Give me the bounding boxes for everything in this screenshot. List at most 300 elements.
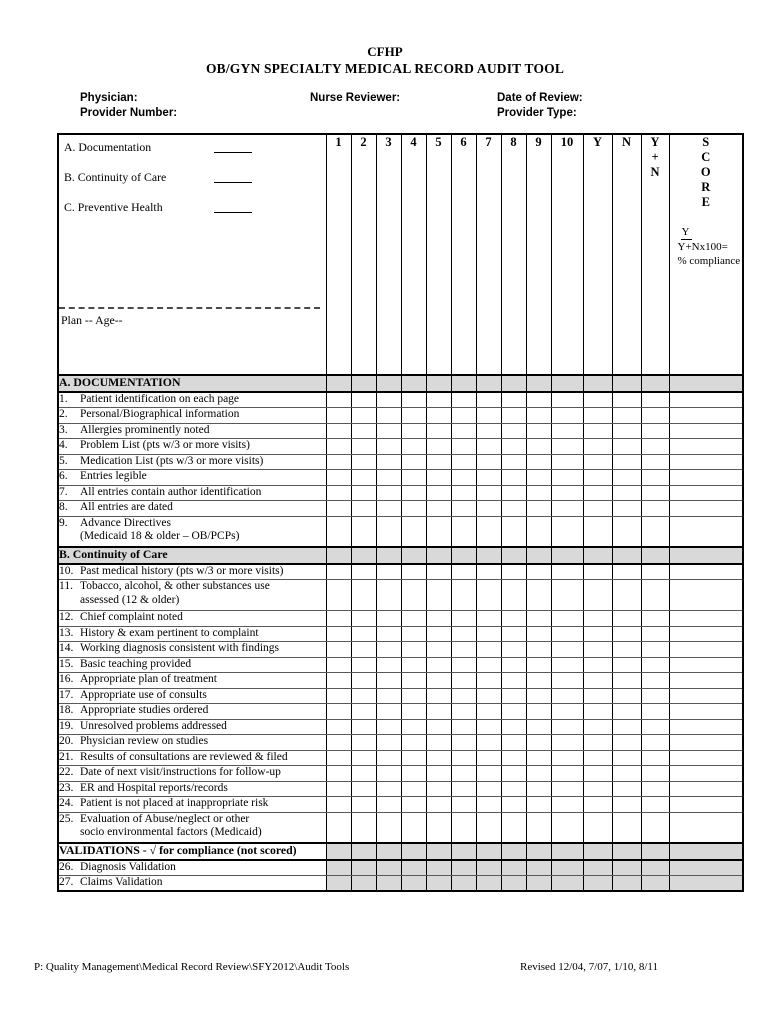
grid-cell[interactable]	[426, 860, 451, 876]
grid-cell[interactable]	[583, 781, 612, 797]
grid-cell[interactable]	[551, 564, 583, 580]
grid-cell[interactable]	[501, 735, 526, 751]
grid-cell[interactable]	[526, 408, 551, 424]
grid-cell[interactable]	[451, 454, 476, 470]
grid-cell[interactable]	[426, 485, 451, 501]
grid-cell[interactable]	[451, 812, 476, 843]
grid-cell[interactable]	[351, 470, 376, 486]
grid-cell[interactable]	[476, 485, 501, 501]
grid-cell[interactable]	[526, 657, 551, 673]
grid-cell[interactable]	[583, 642, 612, 658]
grid-cell[interactable]	[426, 657, 451, 673]
grid-cell[interactable]	[376, 673, 401, 689]
grid-cell[interactable]	[501, 876, 526, 892]
grid-cell[interactable]	[401, 485, 426, 501]
grid-cell[interactable]	[401, 564, 426, 580]
grid-cell[interactable]	[476, 735, 501, 751]
grid-cell[interactable]	[551, 860, 583, 876]
grid-cell[interactable]	[669, 642, 743, 658]
grid-cell[interactable]	[501, 516, 526, 547]
grid-cell[interactable]	[669, 781, 743, 797]
grid-cell[interactable]	[551, 657, 583, 673]
grid-cell[interactable]	[451, 876, 476, 892]
grid-cell[interactable]	[451, 580, 476, 611]
grid-cell[interactable]	[326, 611, 351, 627]
grid-cell[interactable]	[583, 580, 612, 611]
grid-cell[interactable]	[583, 470, 612, 486]
grid-cell[interactable]	[583, 673, 612, 689]
grid-cell[interactable]	[501, 439, 526, 455]
grid-cell[interactable]	[376, 454, 401, 470]
grid-cell[interactable]	[426, 439, 451, 455]
grid-cell[interactable]	[501, 611, 526, 627]
grid-cell[interactable]	[583, 766, 612, 782]
grid-cell[interactable]	[451, 797, 476, 813]
grid-cell[interactable]	[641, 876, 669, 892]
grid-cell[interactable]	[551, 470, 583, 486]
grid-cell[interactable]	[476, 470, 501, 486]
grid-cell[interactable]	[351, 408, 376, 424]
category-continuity-score-blank[interactable]	[214, 170, 252, 183]
grid-cell[interactable]	[526, 611, 551, 627]
grid-cell[interactable]	[451, 564, 476, 580]
grid-cell[interactable]	[401, 501, 426, 517]
grid-cell[interactable]	[669, 750, 743, 766]
grid-cell[interactable]	[501, 860, 526, 876]
grid-cell[interactable]	[669, 485, 743, 501]
grid-cell[interactable]	[426, 611, 451, 627]
grid-cell[interactable]	[501, 812, 526, 843]
grid-cell[interactable]	[376, 657, 401, 673]
grid-cell[interactable]	[351, 392, 376, 408]
grid-cell[interactable]	[526, 485, 551, 501]
grid-cell[interactable]	[351, 657, 376, 673]
grid-cell[interactable]	[476, 812, 501, 843]
grid-cell[interactable]	[551, 516, 583, 547]
grid-cell[interactable]	[583, 454, 612, 470]
grid-cell[interactable]	[376, 876, 401, 892]
grid-cell[interactable]	[641, 812, 669, 843]
grid-cell[interactable]	[551, 392, 583, 408]
grid-cell[interactable]	[583, 423, 612, 439]
grid-cell[interactable]	[451, 719, 476, 735]
grid-cell[interactable]	[376, 516, 401, 547]
grid-cell[interactable]	[351, 781, 376, 797]
grid-cell[interactable]	[451, 485, 476, 501]
grid-cell[interactable]	[401, 470, 426, 486]
grid-cell[interactable]	[551, 719, 583, 735]
grid-cell[interactable]	[426, 642, 451, 658]
grid-cell[interactable]	[551, 750, 583, 766]
grid-cell[interactable]	[476, 439, 501, 455]
grid-cell[interactable]	[351, 501, 376, 517]
grid-cell[interactable]	[451, 611, 476, 627]
grid-cell[interactable]	[526, 688, 551, 704]
grid-cell[interactable]	[351, 516, 376, 547]
grid-cell[interactable]	[351, 750, 376, 766]
grid-cell[interactable]	[501, 470, 526, 486]
grid-cell[interactable]	[641, 688, 669, 704]
grid-cell[interactable]	[326, 735, 351, 751]
grid-cell[interactable]	[476, 408, 501, 424]
grid-cell[interactable]	[351, 812, 376, 843]
grid-cell[interactable]	[351, 673, 376, 689]
grid-cell[interactable]	[326, 766, 351, 782]
grid-cell[interactable]	[451, 781, 476, 797]
grid-cell[interactable]	[401, 750, 426, 766]
grid-cell[interactable]	[551, 704, 583, 720]
grid-cell[interactable]	[326, 642, 351, 658]
grid-cell[interactable]	[326, 657, 351, 673]
grid-cell[interactable]	[401, 516, 426, 547]
grid-cell[interactable]	[501, 657, 526, 673]
grid-cell[interactable]	[451, 408, 476, 424]
grid-cell[interactable]	[351, 797, 376, 813]
grid-cell[interactable]	[551, 673, 583, 689]
grid-cell[interactable]	[526, 781, 551, 797]
grid-cell[interactable]	[641, 673, 669, 689]
grid-cell[interactable]	[401, 626, 426, 642]
grid-cell[interactable]	[669, 704, 743, 720]
grid-cell[interactable]	[641, 454, 669, 470]
grid-cell[interactable]	[526, 735, 551, 751]
grid-cell[interactable]	[612, 470, 641, 486]
grid-cell[interactable]	[612, 797, 641, 813]
grid-cell[interactable]	[501, 392, 526, 408]
grid-cell[interactable]	[526, 516, 551, 547]
grid-cell[interactable]	[426, 392, 451, 408]
grid-cell[interactable]	[641, 781, 669, 797]
grid-cell[interactable]	[326, 704, 351, 720]
grid-cell[interactable]	[401, 611, 426, 627]
grid-cell[interactable]	[551, 812, 583, 843]
grid-cell[interactable]	[376, 766, 401, 782]
grid-cell[interactable]	[612, 766, 641, 782]
grid-cell[interactable]	[669, 392, 743, 408]
grid-cell[interactable]	[583, 688, 612, 704]
grid-cell[interactable]	[401, 580, 426, 611]
grid-cell[interactable]	[401, 704, 426, 720]
grid-cell[interactable]	[641, 642, 669, 658]
grid-cell[interactable]	[551, 797, 583, 813]
grid-cell[interactable]	[669, 735, 743, 751]
grid-cell[interactable]	[401, 766, 426, 782]
grid-cell[interactable]	[376, 470, 401, 486]
grid-cell[interactable]	[551, 626, 583, 642]
grid-cell[interactable]	[583, 516, 612, 547]
grid-cell[interactable]	[351, 704, 376, 720]
grid-cell[interactable]	[401, 688, 426, 704]
grid-cell[interactable]	[351, 439, 376, 455]
grid-cell[interactable]	[326, 812, 351, 843]
grid-cell[interactable]	[526, 642, 551, 658]
grid-cell[interactable]	[669, 626, 743, 642]
grid-cell[interactable]	[401, 392, 426, 408]
grid-cell[interactable]	[326, 564, 351, 580]
grid-cell[interactable]	[669, 516, 743, 547]
grid-cell[interactable]	[476, 454, 501, 470]
grid-cell[interactable]	[641, 501, 669, 517]
grid-cell[interactable]	[326, 408, 351, 424]
grid-cell[interactable]	[326, 673, 351, 689]
grid-cell[interactable]	[476, 626, 501, 642]
grid-cell[interactable]	[583, 564, 612, 580]
grid-cell[interactable]	[351, 642, 376, 658]
grid-cell[interactable]	[612, 408, 641, 424]
grid-cell[interactable]	[351, 719, 376, 735]
grid-cell[interactable]	[641, 485, 669, 501]
grid-cell[interactable]	[583, 439, 612, 455]
grid-cell[interactable]	[641, 423, 669, 439]
grid-cell[interactable]	[476, 750, 501, 766]
grid-cell[interactable]	[451, 392, 476, 408]
grid-cell[interactable]	[641, 408, 669, 424]
grid-cell[interactable]	[401, 876, 426, 892]
grid-cell[interactable]	[551, 688, 583, 704]
grid-cell[interactable]	[426, 876, 451, 892]
grid-cell[interactable]	[669, 423, 743, 439]
grid-cell[interactable]	[641, 580, 669, 611]
grid-cell[interactable]	[669, 564, 743, 580]
grid-cell[interactable]	[476, 657, 501, 673]
grid-cell[interactable]	[612, 626, 641, 642]
grid-cell[interactable]	[669, 611, 743, 627]
grid-cell[interactable]	[326, 876, 351, 892]
grid-cell[interactable]	[476, 564, 501, 580]
grid-cell[interactable]	[326, 423, 351, 439]
grid-cell[interactable]	[583, 392, 612, 408]
grid-cell[interactable]	[376, 501, 401, 517]
grid-cell[interactable]	[476, 876, 501, 892]
grid-cell[interactable]	[526, 392, 551, 408]
grid-cell[interactable]	[501, 423, 526, 439]
grid-cell[interactable]	[476, 392, 501, 408]
grid-cell[interactable]	[376, 719, 401, 735]
grid-cell[interactable]	[451, 657, 476, 673]
grid-cell[interactable]	[612, 580, 641, 611]
grid-cell[interactable]	[426, 470, 451, 486]
grid-cell[interactable]	[451, 860, 476, 876]
grid-cell[interactable]	[476, 501, 501, 517]
grid-cell[interactable]	[451, 642, 476, 658]
grid-cell[interactable]	[669, 673, 743, 689]
grid-cell[interactable]	[551, 501, 583, 517]
grid-cell[interactable]	[612, 860, 641, 876]
grid-cell[interactable]	[326, 439, 351, 455]
grid-cell[interactable]	[401, 719, 426, 735]
grid-cell[interactable]	[551, 876, 583, 892]
grid-cell[interactable]	[476, 580, 501, 611]
grid-cell[interactable]	[476, 860, 501, 876]
grid-cell[interactable]	[641, 766, 669, 782]
grid-cell[interactable]	[612, 704, 641, 720]
grid-cell[interactable]	[526, 454, 551, 470]
grid-cell[interactable]	[526, 719, 551, 735]
grid-cell[interactable]	[501, 704, 526, 720]
grid-cell[interactable]	[501, 501, 526, 517]
grid-cell[interactable]	[401, 423, 426, 439]
grid-cell[interactable]	[451, 735, 476, 751]
grid-cell[interactable]	[426, 501, 451, 517]
grid-cell[interactable]	[641, 860, 669, 876]
grid-cell[interactable]	[669, 470, 743, 486]
grid-cell[interactable]	[526, 470, 551, 486]
category-documentation-score-blank[interactable]	[214, 140, 252, 153]
grid-cell[interactable]	[612, 719, 641, 735]
grid-cell[interactable]	[376, 750, 401, 766]
grid-cell[interactable]	[501, 766, 526, 782]
grid-cell[interactable]	[401, 642, 426, 658]
grid-cell[interactable]	[612, 876, 641, 892]
grid-cell[interactable]	[326, 781, 351, 797]
grid-cell[interactable]	[526, 812, 551, 843]
grid-cell[interactable]	[583, 408, 612, 424]
grid-cell[interactable]	[326, 750, 351, 766]
grid-cell[interactable]	[669, 812, 743, 843]
grid-cell[interactable]	[376, 781, 401, 797]
grid-cell[interactable]	[326, 719, 351, 735]
grid-cell[interactable]	[669, 501, 743, 517]
grid-cell[interactable]	[426, 812, 451, 843]
grid-cell[interactable]	[401, 454, 426, 470]
grid-cell[interactable]	[612, 516, 641, 547]
grid-cell[interactable]	[426, 750, 451, 766]
grid-cell[interactable]	[451, 626, 476, 642]
grid-cell[interactable]	[612, 392, 641, 408]
grid-cell[interactable]	[551, 580, 583, 611]
grid-cell[interactable]	[451, 470, 476, 486]
grid-cell[interactable]	[612, 750, 641, 766]
grid-cell[interactable]	[451, 704, 476, 720]
grid-cell[interactable]	[376, 485, 401, 501]
grid-cell[interactable]	[583, 876, 612, 892]
grid-cell[interactable]	[401, 781, 426, 797]
grid-cell[interactable]	[426, 673, 451, 689]
grid-cell[interactable]	[376, 642, 401, 658]
grid-cell[interactable]	[376, 812, 401, 843]
grid-cell[interactable]	[326, 516, 351, 547]
grid-cell[interactable]	[401, 735, 426, 751]
grid-cell[interactable]	[501, 688, 526, 704]
grid-cell[interactable]	[612, 688, 641, 704]
grid-cell[interactable]	[641, 392, 669, 408]
grid-cell[interactable]	[426, 781, 451, 797]
grid-cell[interactable]	[501, 564, 526, 580]
grid-cell[interactable]	[583, 704, 612, 720]
grid-cell[interactable]	[451, 673, 476, 689]
grid-cell[interactable]	[326, 860, 351, 876]
grid-cell[interactable]	[426, 408, 451, 424]
grid-cell[interactable]	[612, 812, 641, 843]
grid-cell[interactable]	[612, 611, 641, 627]
grid-cell[interactable]	[476, 704, 501, 720]
grid-cell[interactable]	[501, 408, 526, 424]
grid-cell[interactable]	[376, 580, 401, 611]
grid-cell[interactable]	[669, 454, 743, 470]
grid-cell[interactable]	[451, 423, 476, 439]
grid-cell[interactable]	[426, 735, 451, 751]
grid-cell[interactable]	[526, 626, 551, 642]
grid-cell[interactable]	[451, 439, 476, 455]
grid-cell[interactable]	[426, 454, 451, 470]
grid-cell[interactable]	[401, 673, 426, 689]
grid-cell[interactable]	[501, 719, 526, 735]
grid-cell[interactable]	[551, 454, 583, 470]
grid-cell[interactable]	[376, 735, 401, 751]
grid-cell[interactable]	[451, 766, 476, 782]
grid-cell[interactable]	[376, 611, 401, 627]
grid-cell[interactable]	[641, 516, 669, 547]
grid-cell[interactable]	[612, 501, 641, 517]
grid-cell[interactable]	[501, 673, 526, 689]
grid-cell[interactable]	[583, 611, 612, 627]
grid-cell[interactable]	[376, 860, 401, 876]
grid-cell[interactable]	[583, 735, 612, 751]
grid-cell[interactable]	[526, 860, 551, 876]
grid-cell[interactable]	[583, 657, 612, 673]
grid-cell[interactable]	[583, 750, 612, 766]
grid-cell[interactable]	[501, 750, 526, 766]
grid-cell[interactable]	[351, 580, 376, 611]
grid-cell[interactable]	[426, 797, 451, 813]
grid-cell[interactable]	[426, 719, 451, 735]
grid-cell[interactable]	[669, 797, 743, 813]
grid-cell[interactable]	[351, 688, 376, 704]
grid-cell[interactable]	[526, 876, 551, 892]
grid-cell[interactable]	[401, 408, 426, 424]
grid-cell[interactable]	[451, 516, 476, 547]
grid-cell[interactable]	[501, 797, 526, 813]
grid-cell[interactable]	[501, 485, 526, 501]
grid-cell[interactable]	[583, 719, 612, 735]
grid-cell[interactable]	[612, 564, 641, 580]
grid-cell[interactable]	[376, 797, 401, 813]
grid-cell[interactable]	[641, 797, 669, 813]
grid-cell[interactable]	[326, 688, 351, 704]
grid-cell[interactable]	[501, 580, 526, 611]
grid-cell[interactable]	[376, 564, 401, 580]
grid-cell[interactable]	[476, 719, 501, 735]
grid-cell[interactable]	[583, 626, 612, 642]
grid-cell[interactable]	[376, 392, 401, 408]
grid-cell[interactable]	[583, 501, 612, 517]
grid-cell[interactable]	[451, 501, 476, 517]
grid-cell[interactable]	[351, 454, 376, 470]
category-preventive-score-blank[interactable]	[214, 200, 252, 213]
grid-cell[interactable]	[326, 797, 351, 813]
grid-cell[interactable]	[326, 626, 351, 642]
grid-cell[interactable]	[641, 750, 669, 766]
grid-cell[interactable]	[641, 719, 669, 735]
grid-cell[interactable]	[612, 423, 641, 439]
grid-cell[interactable]	[426, 766, 451, 782]
grid-cell[interactable]	[376, 704, 401, 720]
grid-cell[interactable]	[326, 501, 351, 517]
grid-cell[interactable]	[669, 766, 743, 782]
grid-cell[interactable]	[476, 781, 501, 797]
grid-cell[interactable]	[476, 797, 501, 813]
grid-cell[interactable]	[501, 642, 526, 658]
grid-cell[interactable]	[476, 516, 501, 547]
grid-cell[interactable]	[326, 470, 351, 486]
grid-cell[interactable]	[351, 485, 376, 501]
grid-cell[interactable]	[401, 797, 426, 813]
grid-cell[interactable]	[351, 766, 376, 782]
grid-cell[interactable]	[501, 781, 526, 797]
grid-cell[interactable]	[526, 580, 551, 611]
grid-cell[interactable]	[669, 439, 743, 455]
grid-cell[interactable]	[583, 797, 612, 813]
